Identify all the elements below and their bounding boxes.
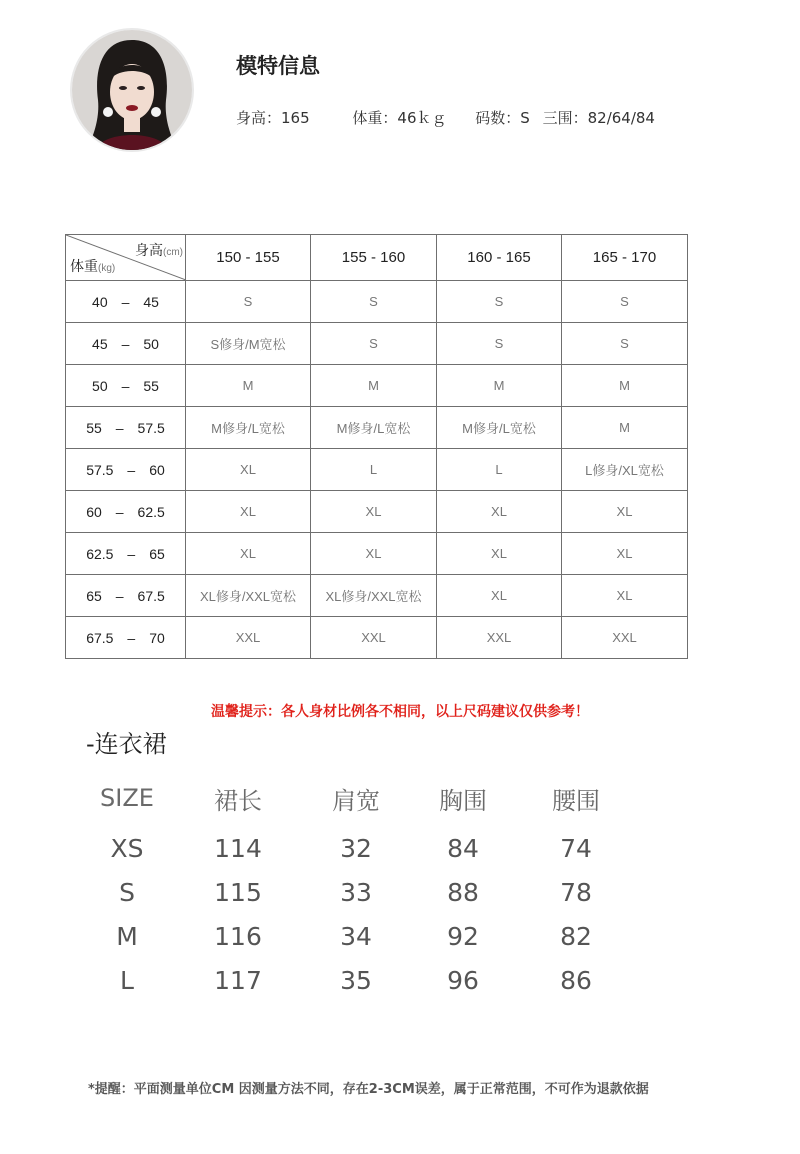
size-cell: S <box>562 281 688 323</box>
size-cell: M <box>186 365 311 407</box>
dress-bust: 88 <box>447 877 479 907</box>
size-cell: XXL <box>437 617 562 659</box>
dress-waist: 86 <box>560 965 592 995</box>
dress-measurement-table <box>86 770 630 1002</box>
dress-size: XS <box>110 833 144 863</box>
size-cell: S <box>311 281 437 323</box>
size-cell: XXL <box>311 617 437 659</box>
size-cell: M <box>437 365 562 407</box>
dress-header-waist: 腰围 <box>552 786 600 815</box>
size-cell: XL修身/XXL宽松 <box>311 575 437 617</box>
size-cell: M <box>562 407 688 449</box>
dress-shoulder: 33 <box>340 877 372 907</box>
dress-row <box>86 870 630 914</box>
height-column-header: 150 - 155 <box>186 235 311 281</box>
size-chart-table <box>65 234 688 659</box>
dress-waist: 74 <box>560 833 592 863</box>
size-cell: L <box>311 449 437 491</box>
size-cell: XL <box>562 491 688 533</box>
size-cell: XL <box>437 491 562 533</box>
height-column-header: 165 - 170 <box>562 235 688 281</box>
size-cell: M修身/L宽松 <box>186 407 311 449</box>
model-stats <box>236 107 655 128</box>
size-chart-row <box>66 491 688 533</box>
weight-range: 55 – 57.5 <box>66 407 186 449</box>
model-info-title: 模特信息 <box>236 54 320 78</box>
size-cell: L修身/XL宽松 <box>562 449 688 491</box>
model-avatar <box>70 28 194 152</box>
dress-shoulder: 32 <box>340 833 372 863</box>
size-chart-row <box>66 281 688 323</box>
height-axis-label: 身高(cm) <box>135 242 183 258</box>
weight-range: 50 – 55 <box>66 365 186 407</box>
height-column-header: 160 - 165 <box>437 235 562 281</box>
size-chart-row <box>66 575 688 617</box>
size-cell: XL <box>562 575 688 617</box>
size-cell: S <box>562 323 688 365</box>
dress-size: M <box>116 921 138 951</box>
size-cell: M <box>562 365 688 407</box>
dress-length: 115 <box>214 877 262 907</box>
dress-shoulder: 35 <box>340 965 372 995</box>
dress-row <box>86 958 630 1002</box>
dress-header-length: 裙长 <box>214 786 262 815</box>
size-chart-row <box>66 617 688 659</box>
size-cell: XL <box>311 491 437 533</box>
size-cell: S <box>311 323 437 365</box>
size-cell: S修身/M宽松 <box>186 323 311 365</box>
size-cell: XXL <box>562 617 688 659</box>
dress-length: 114 <box>214 833 262 863</box>
weight-range: 62.5 – 65 <box>66 533 186 575</box>
size-cell: XL <box>311 533 437 575</box>
size-chart-row <box>66 407 688 449</box>
model-weight: 体重：46ｋｇ <box>352 109 447 127</box>
dress-row <box>86 826 630 870</box>
dress-length: 116 <box>214 921 262 951</box>
weight-range: 40 – 45 <box>66 281 186 323</box>
height-column-header: 155 - 160 <box>311 235 437 281</box>
weight-range: 60 – 62.5 <box>66 491 186 533</box>
size-cell: XXL <box>186 617 311 659</box>
size-cell: M <box>311 365 437 407</box>
model-size: 码数：S <box>475 109 530 127</box>
size-cell: S <box>186 281 311 323</box>
dress-waist: 78 <box>560 877 592 907</box>
weight-axis-label: 体重(kg) <box>70 258 116 274</box>
size-cell: XL修身/XXL宽松 <box>186 575 311 617</box>
model-measurements: 三围：82/64/84 <box>542 109 655 127</box>
dress-header-bust: 胸围 <box>439 786 487 815</box>
size-cell: XL <box>186 533 311 575</box>
size-cell: S <box>437 323 562 365</box>
size-cell: M修身/L宽松 <box>437 407 562 449</box>
dress-header-shoulder: 肩宽 <box>332 786 380 815</box>
dress-bust: 96 <box>447 965 479 995</box>
size-chart-row <box>66 365 688 407</box>
size-cell: XL <box>437 533 562 575</box>
size-chart-corner <box>66 235 186 281</box>
weight-range: 65 – 67.5 <box>66 575 186 617</box>
size-chart-row <box>66 533 688 575</box>
size-cell: M修身/L宽松 <box>311 407 437 449</box>
size-cell: XL <box>437 575 562 617</box>
size-chart-row <box>66 323 688 365</box>
size-chart-header-row <box>66 235 688 281</box>
dress-header-size: SIZE <box>100 784 154 812</box>
model-height: 身高：165 <box>236 109 310 127</box>
size-cell: XL <box>186 491 311 533</box>
size-notice: 温馨提示：各人身材比例各不相同，以上尺码建议仅供参考！ <box>211 704 589 720</box>
dress-shoulder: 34 <box>340 921 372 951</box>
weight-range: 45 – 50 <box>66 323 186 365</box>
dress-length: 117 <box>214 965 262 995</box>
dress-waist: 82 <box>560 921 592 951</box>
dress-size: L <box>120 965 134 995</box>
model-photo-icon <box>72 30 192 150</box>
size-cell: XL <box>562 533 688 575</box>
dress-size: S <box>119 877 135 907</box>
size-cell: S <box>437 281 562 323</box>
dress-section-title: -连衣裙 <box>86 730 167 758</box>
size-chart-row <box>66 449 688 491</box>
dress-bust: 84 <box>447 833 479 863</box>
dress-header-row <box>86 770 630 826</box>
size-cell: L <box>437 449 562 491</box>
dress-row <box>86 914 630 958</box>
weight-range: 57.5 – 60 <box>66 449 186 491</box>
size-cell: XL <box>186 449 311 491</box>
measurement-footnote: *提醒：平面测量单位CM 因测量方法不同，存在2-3CM误差，属于正常范围，不可作为退款依据 <box>88 1082 649 1097</box>
weight-range: 67.5 – 70 <box>66 617 186 659</box>
dress-bust: 92 <box>447 921 479 951</box>
